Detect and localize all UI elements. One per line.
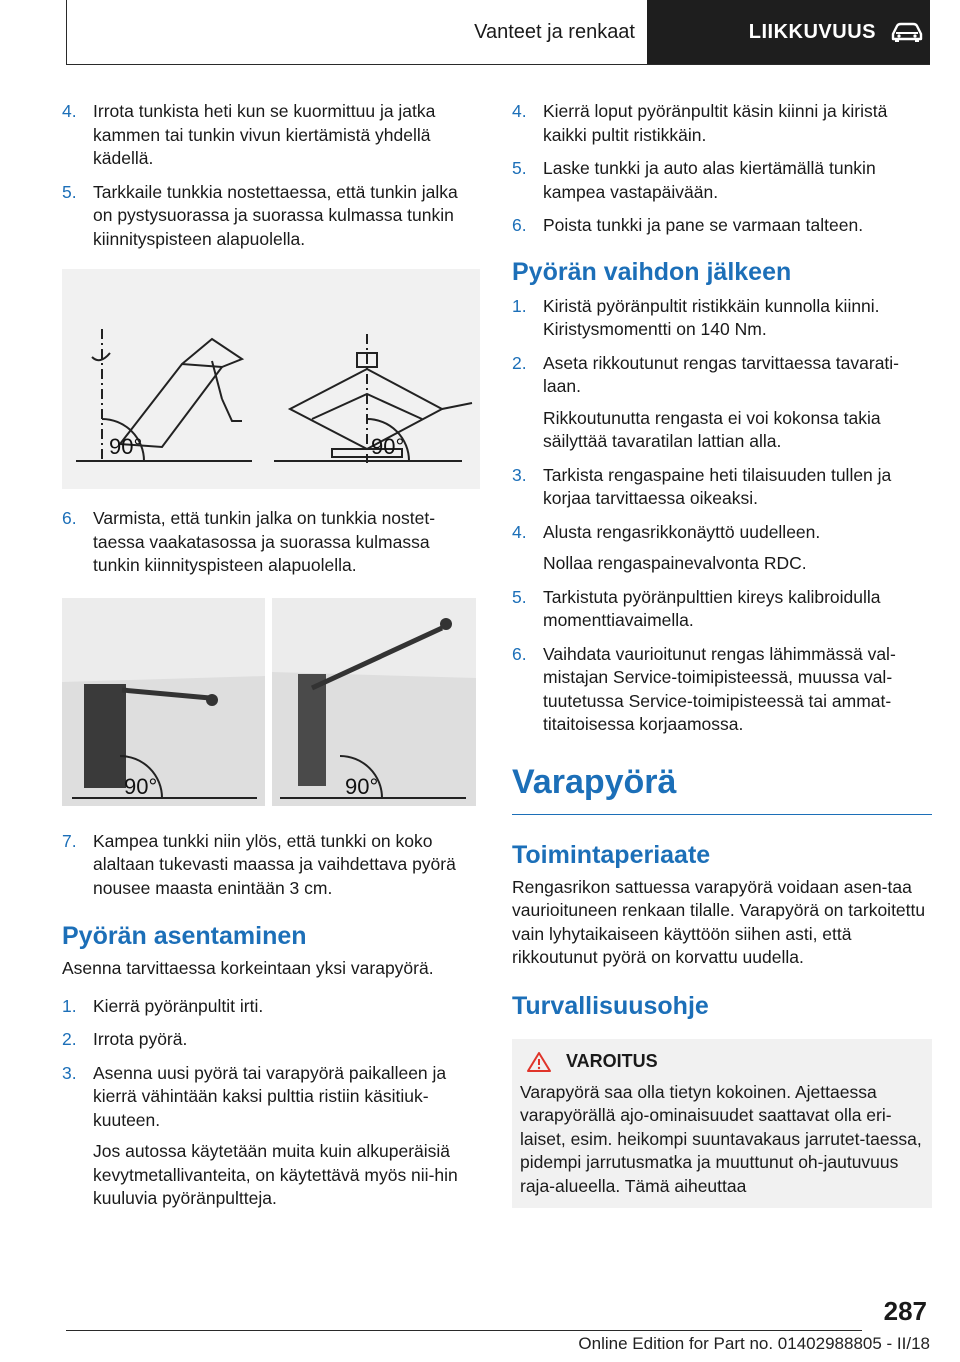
- section-heading: Pyörän vaihdon jälkeen: [512, 257, 792, 286]
- step-note: Rikkoutunutta rengasta ei voi kokonsa takia säilyttää tavaratilan lattian alla.: [543, 407, 881, 451]
- list-item: [512, 643, 932, 737]
- list-item: [62, 830, 480, 901]
- step-note: Jos autossa käytetään muita kuin alkuperäisiä kevytmetallivanteita, on käytettävä myös nii‐hin kuuluvia pyöränpultteja.: [93, 1141, 458, 1208]
- step-number: 5.: [512, 158, 527, 178]
- section-intro: Asenna tarvittaessa korkeintaan yksi varapyörä.: [62, 958, 434, 978]
- jack-line-drawing: [62, 269, 476, 489]
- list-item: [512, 100, 932, 147]
- step-text: Tarkkaile tunkkia nostettaessa, että tunkin jalka on pystysuorassa ja suorassa kulmassa tunkin kiinnityspisteen alapuolella.: [93, 181, 458, 249]
- step-text: Kampea tunkki niin ylös, että tunkki on koko alaltaan tukevasti maassa ja vaihdettava pyörä nousee maasta enintään 3 cm.: [93, 830, 456, 898]
- header-chapter-title: LIIKKUVUUS: [748, 20, 876, 43]
- step-text: Tarkista rengaspaine heti tilaisuuden tullen ja korjaa tarvittaessa oikeaksi.: [543, 464, 892, 508]
- step-text: Irrota pyörä.: [93, 1029, 188, 1049]
- jack-photo-drawing: [62, 598, 476, 806]
- step-number: 4.: [62, 101, 77, 121]
- angle-label-right: 90°: [371, 434, 405, 459]
- step-text: Aseta rikkoutunut rengas tarvittaessa tavarati‐laan.: [543, 352, 900, 396]
- list-item: [62, 1028, 480, 1052]
- step-text: Vaihdata vaurioitunut rengas lähimmässä val‐mistajan Service-toimipisteessä, muussa val‐tuutetussa Service-toimipisteessä tai ammat‐titaitoisessa korjaamossa.: [543, 643, 896, 734]
- step-text: Poista tunkki ja pane se varmaan talteen.: [543, 215, 864, 235]
- warning-box: [512, 1039, 932, 1209]
- step-text: Alusta rengasrikkonäyttö uudelleen.: [543, 521, 821, 542]
- step-number: 5.: [62, 181, 77, 202]
- header-rule: [66, 64, 930, 65]
- warning-header: [520, 1051, 922, 1073]
- warning-triangle-icon: [526, 1051, 552, 1073]
- step-number: 4.: [512, 101, 527, 121]
- step-number: 2.: [62, 1029, 77, 1049]
- step-number: 6.: [512, 215, 527, 235]
- list-item: [512, 295, 932, 342]
- step-text: Kiristä pyöränpultit ristikkäin kunnolla kiinni. Kiristysmomentti on 140 Nm.: [543, 295, 880, 339]
- step-number: 1.: [62, 995, 77, 1016]
- footer-rule: [66, 1330, 862, 1331]
- step-number: 7.: [62, 830, 77, 851]
- list-item: [512, 521, 932, 545]
- step-note: Nollaa rengaspainevalvonta RDC.: [543, 553, 807, 573]
- step-text: Varmista, että tunkin jalka on tunkkia nostet‐taessa vaakatasossa ja suorassa kulmassa tunkin kiinnityspisteen alapuolella.: [93, 508, 436, 575]
- angle-label-left: 90°: [109, 434, 143, 459]
- step-number: 6.: [62, 508, 77, 528]
- step-number: 6.: [512, 643, 527, 664]
- list-item: [512, 352, 932, 399]
- figure-scissor-jack-diagrams: [62, 269, 480, 489]
- angle-label-left: 90°: [124, 773, 158, 799]
- left-column: [62, 100, 480, 1221]
- step-number: 3.: [512, 464, 527, 485]
- header-section-title: Vanteet ja renkaat: [474, 20, 635, 43]
- list-item: [512, 157, 932, 204]
- list-item: [512, 464, 932, 511]
- list-item: [62, 100, 480, 171]
- header-chapter-tab[interactable]: [647, 0, 930, 64]
- right-column: [512, 100, 932, 1208]
- step-text: Irrota tunkista heti kun se kuormittuu ja jatka kammen tai tunkin vivun kiertämistä yhdellä kädellä.: [93, 101, 436, 168]
- section-heading: Turvallisuusohje: [512, 991, 709, 1020]
- step-number: 2.: [512, 352, 527, 373]
- step-number: 4.: [512, 521, 527, 542]
- warning-text: Varapyörä saa olla tietyn kokoinen. Ajettaessa varapyörällä ajo-ominaisuudet saattavat olla eri‐laiset, esim. heikompi suuntavakaus jarrutet‐taessa, pidempi jarrutusmatka ja muuttunut oh‐jautuvuus raja-alueella. Tämä aiheuttaa: [520, 1081, 922, 1196]
- section-heading: Toimintaperiaate: [512, 840, 711, 869]
- list-item: [62, 181, 480, 252]
- step-number: 5.: [512, 586, 527, 607]
- warning-label: VAROITUS: [566, 1051, 658, 1071]
- angle-label-right: 90°: [345, 773, 379, 799]
- list-item: [62, 507, 480, 578]
- list-item: [512, 214, 932, 238]
- page-number: 287: [883, 1296, 927, 1326]
- car-icon: [890, 21, 924, 43]
- step-text: Kierrä loput pyöränpultit käsin kiinni ja kiristä kaikki pultit ristikkäin.: [543, 101, 888, 145]
- footer-text: Online Edition for Part no. 01402988805 - II/18: [578, 1334, 930, 1353]
- section-heading: Pyörän asentaminen: [62, 922, 307, 950]
- list-item: [62, 1062, 480, 1133]
- step-text: Laske tunkki ja auto alas kiertämällä tunkin kampea vastapäivään.: [543, 158, 876, 202]
- step-text: Kierrä pyöränpultit irti.: [93, 995, 264, 1016]
- list-item: [512, 586, 932, 633]
- step-number: 3.: [62, 1062, 77, 1083]
- principle-text: Rengasrikon sattuessa varapyörä voidaan asen‐taa vaurioituneen renkaan tilalle. Varapyörä on tarkoitettu vain lyhytaikaiseen käyttöön siihen asti, että rikkoutunut pyörä on korvattu uudella.: [512, 876, 926, 967]
- step-text: Asenna uusi pyörä tai varapyörä paikalleen ja kierrä vähintään kaksi pulttia ristiin käsitiuk‐kuuteen.: [93, 1062, 447, 1130]
- figure-jack-photos: [62, 598, 480, 806]
- chapter-title: Varapyörä: [512, 763, 932, 815]
- step-text: Tarkistuta pyöränpulttien kireys kalibroidulla momenttiavaimella.: [543, 586, 881, 630]
- step-number: 1.: [512, 295, 527, 316]
- list-item: [62, 995, 480, 1019]
